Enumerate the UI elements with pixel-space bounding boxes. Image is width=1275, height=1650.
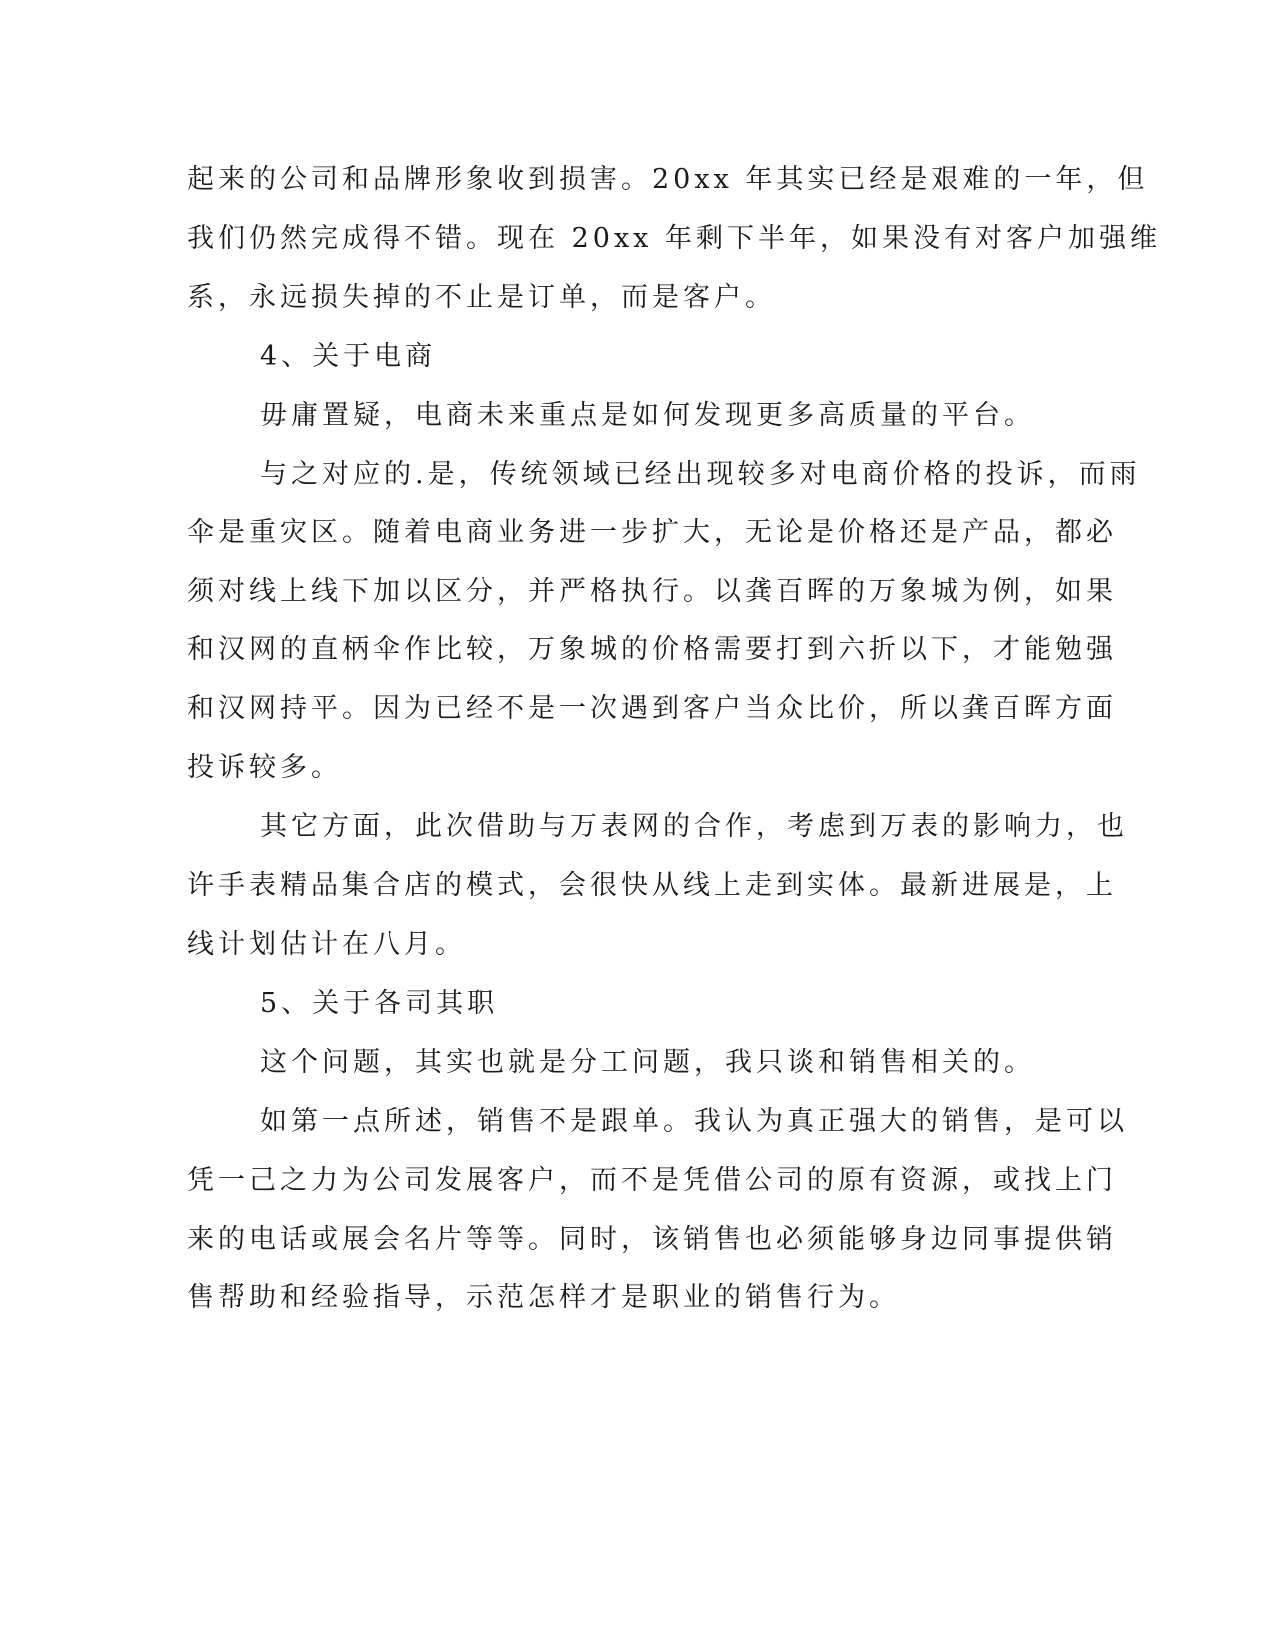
text-line: 我们仍然完成得不错。现在 20xx 年剩下半年，如果没有对客户加强维 [187, 223, 1161, 254]
paragraph-start: 这个问题，其实也就是分工问题，我只谈和销售相关的。 [260, 1047, 1035, 1078]
text-line: 来的电话或展会名片等等。同时，该销售也必须能够身边同事提供销 [187, 1224, 1117, 1255]
text-line: 起来的公司和品牌形象收到损害。20xx 年其实已经是艰难的一年，但 [187, 164, 1149, 195]
section-heading: 4、关于电商 [260, 341, 437, 372]
text-line: 须对线上线下加以区分，并严格执行。以龚百晖的万象城为例，如果 [187, 576, 1117, 607]
paragraph-start: 毋庸置疑，电商未来重点是如何发现更多高质量的平台。 [260, 400, 1035, 431]
section-heading: 5、关于各司其职 [260, 988, 499, 1019]
text-line: 系，永远损失掉的不止是订单，而是客户。 [187, 282, 776, 313]
text-line: 售帮助和经验指导，示范怎样才是职业的销售行为。 [187, 1282, 900, 1313]
paragraph-start: 如第一点所述，销售不是跟单。我认为真正强大的销售，是可以 [260, 1106, 1128, 1137]
text-line: 伞是重灾区。随着电商业务进一步扩大，无论是价格还是产品，都必 [187, 517, 1117, 548]
text-line: 凭一己之力为公司发展客户，而不是凭借公司的原有资源，或找上门 [187, 1165, 1117, 1196]
text-line: 许手表精品集合店的模式，会很快从线上走到实体。最新进展是，上 [187, 870, 1117, 901]
text-line: 投诉较多。 [187, 752, 342, 783]
text-line: 线计划估计在八月。 [187, 929, 466, 960]
paragraph-start: 与之对应的.是，传统领域已经出现较多对电商价格的投诉，而雨 [260, 459, 1141, 490]
paragraph-start: 其它方面，此次借助与万表网的合作，考虑到万表的影响力，也 [260, 811, 1128, 842]
text-line: 和汉网的直柄伞作比较，万象城的价格需要打到六折以下，才能勉强 [187, 634, 1117, 665]
text-line: 和汉网持平。因为已经不是一次遇到客户当众比价，所以龚百晖方面 [187, 693, 1117, 724]
